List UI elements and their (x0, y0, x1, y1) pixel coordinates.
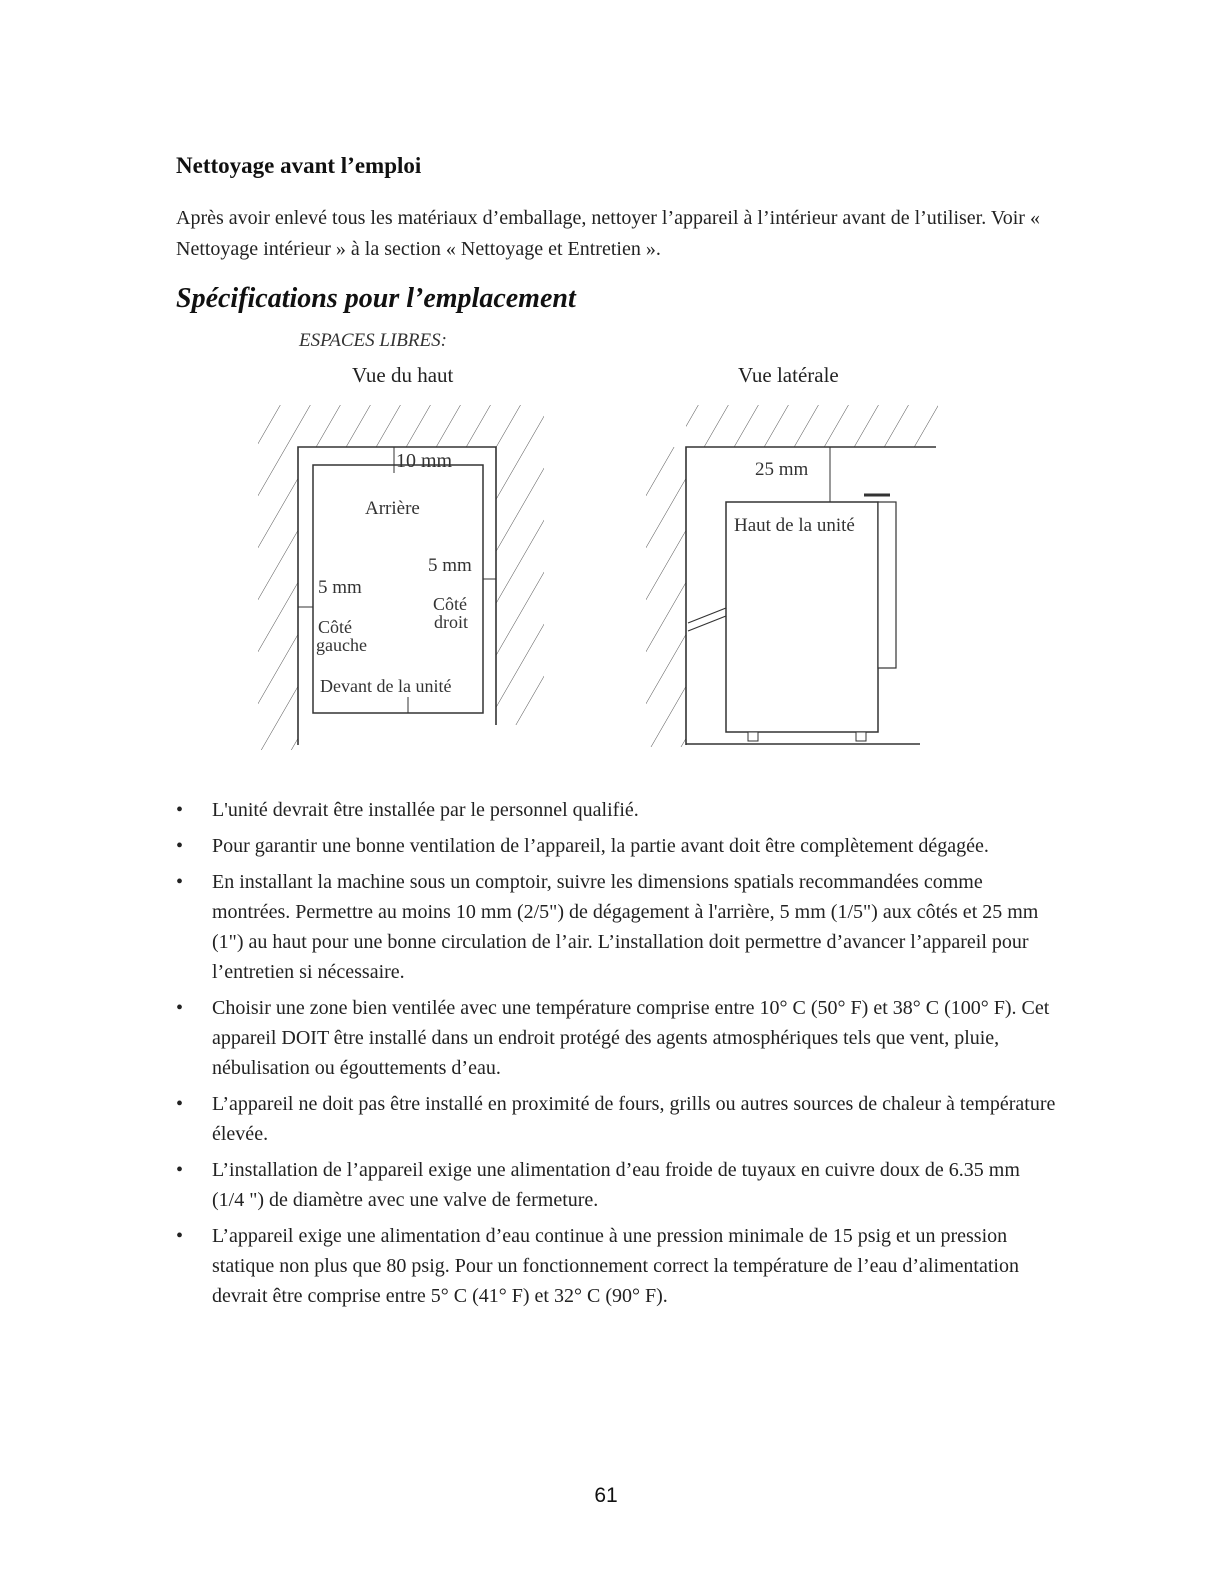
front-label: Devant de la unité (320, 676, 452, 696)
specs-heading: Spécifications pour l’emplacement (176, 283, 576, 314)
left-side-label-2: gauche (316, 635, 367, 655)
left-gap-label: 5 mm (318, 577, 362, 598)
cleaning-heading: Nettoyage avant l’emploi (176, 153, 422, 178)
water-line (688, 608, 726, 631)
right-side-label-1: Côté (433, 594, 467, 614)
top-label: Haut de la unité (734, 515, 855, 536)
cleaning-paragraph: Après avoir enlevé tous les matériaux d’emballage, nettoyer l’appareil à l’intérieur avant de l’utiliser. Voir « Nettoyage intérieur » à la section « Nettoyage et Entretien ». (176, 207, 1040, 260)
list-item: • Pour garantir une bonne ventilation de l’appareil, la partie avant doit être complètement dégagée. (176, 835, 989, 857)
rear-label: Arrière (365, 498, 420, 519)
list-item: • L’installation de l’appareil exige une alimentation d’eau froide de tuyaux en cuivre doux de 6.35 mm (1/4 ") de diamètre avec une valve de fermeture. (176, 1159, 1020, 1211)
right-gap-label: 5 mm (428, 555, 472, 576)
unit-feet (748, 732, 866, 741)
list-item: • L’appareil exige une alimentation d’eau continue à une pression minimale de 15 psig et un pression statique non plus que 80 psig. Pour un fonctionnement correct la température de l’eau d’alimentation devrait être comprise entre 5° C (41° F) et 32° C (90° F). (176, 1225, 1019, 1307)
top-gap-label: 25 mm (755, 459, 809, 480)
top-view-title: Vue du haut (352, 363, 454, 387)
right-side-label-2: droit (434, 612, 468, 632)
list-item: • L’appareil ne doit pas être installé en proximité de fours, grills ou autres sources de chaleur à température élevée. (176, 1093, 1056, 1145)
page-number: 61 (594, 1484, 618, 1507)
list-item: • Choisir une zone bien ventilée avec une température comprise entre 10° C (50° F) et 38° C (100° F). Cet appareil DOIT être installé dans un endroit protégé des agents atmosphériques tels que vent, pluie, nébulisation ou égouttements d’eau. (176, 997, 1050, 1079)
side-view-title: Vue latérale (738, 363, 839, 387)
left-side-label-1: Côté (318, 617, 352, 637)
requirements-list (176, 795, 1056, 1317)
top-view-diagram (250, 405, 550, 755)
unit-door (878, 502, 896, 668)
unit-body (726, 502, 878, 732)
list-item: • L'unité devrait être installée par le personnel qualifié. (176, 799, 639, 821)
clearances-subtitle: ESPACES LIBRES: (299, 330, 447, 351)
list-item: • En installant la machine sous un comptoir, suivre les dimensions spatials recommandées comme montrées. Permettre au moins 10 mm (2/5") de dégagement à l'arrière, 5 mm (1/5") aux côtés et 25 mm (1") au haut pour une bonne circulation de l’air. L’installation doit permettre d’avancer l’appareil pour l’entretien si nécessaire. (176, 871, 1039, 983)
rear-gap-label: 10 mm (396, 450, 453, 472)
side-view-diagram (638, 405, 938, 755)
